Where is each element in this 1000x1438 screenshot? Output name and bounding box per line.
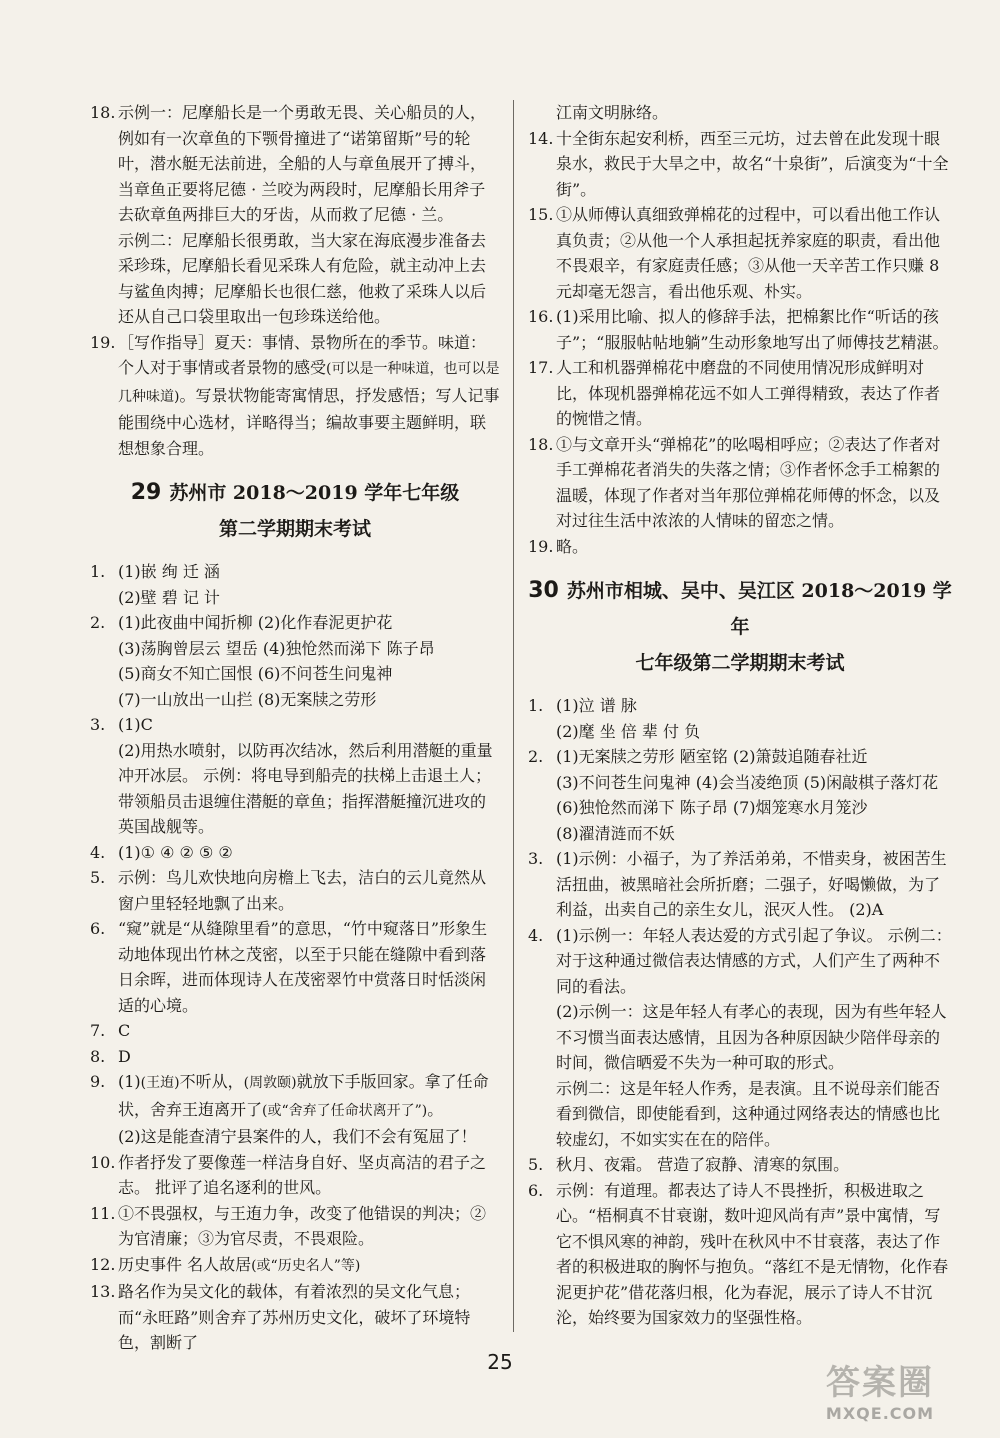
answer-item-6 [90, 916, 500, 1018]
item-number: 13. [90, 1282, 116, 1301]
answer-item-11 [90, 1201, 500, 1252]
answer-note: (或“历史名人”等) [251, 1257, 361, 1274]
watermark-url: MXQE.COM [825, 1404, 935, 1423]
answer-note: (或“舍弃了任命状离开了”) [262, 1102, 428, 1119]
answer-item-1 [528, 693, 952, 744]
answer-text: 就放下手版回家。拿了任命状，舍弃王迶离开了 [118, 1072, 489, 1119]
answer-item-18 [90, 100, 500, 330]
answer-item-6 [528, 1178, 952, 1331]
item-number: 2. [528, 747, 544, 766]
answer-item-19 [90, 330, 500, 462]
item-number: 4. [90, 842, 106, 862]
section-title-line: 苏州市相城、吴中、吴江区 2018～2019 学年 [566, 580, 952, 638]
item-number: 18. [90, 103, 116, 122]
item-number: 11. [90, 1203, 116, 1223]
answer-line: (3)荡胸曾层云 望岳 (4)独怆然而涕下 陈子昂 [118, 638, 435, 658]
answer-item-16 [528, 304, 952, 355]
answer-line: (1)泣 谱 脉 [556, 696, 637, 715]
item-number: 12. [90, 1254, 116, 1274]
answer-item-4 [90, 840, 500, 866]
answer-line: (2)这是能查清宁县案件的人，我们不会有冤屈了！ [118, 1127, 477, 1146]
answer-text: 。 [427, 1099, 444, 1119]
item-number: 19. [90, 332, 116, 352]
answer-item-7 [90, 1018, 500, 1044]
item-number: 5. [90, 868, 106, 887]
item-number: 16. [528, 307, 554, 326]
answer-line: (8)濯清涟而不妖 [556, 823, 675, 843]
answer-line: (7)一山放出一山拦 (8)无案牍之劳形 [118, 689, 377, 709]
writing-guide-label: ［写作指导］ [118, 332, 215, 352]
answer-text: (1)① ④ ② ⑤ ② [118, 842, 233, 862]
answer-note: (周敦颐) [243, 1075, 297, 1091]
answer-line: (2)示例一：这是年轻人有孝心的表现，因为有些年轻人不习惯当面表达感情，且因为各种原因缺少陪伴母亲的时间，微信晒爱不失为一种可取的形式。 [556, 1002, 947, 1072]
answer-item-3 [528, 846, 952, 923]
item-number: 19. [528, 536, 554, 556]
answer-line: 示例二：这是年轻人作秀，是表演。且不说母亲们能否看到微信，即使能看到，这种通过网络表达的情感也比较虚幻，不如实实在在的陪伴。 [556, 1078, 941, 1149]
answer-line: (1)C [118, 715, 153, 734]
answer-item-3 [90, 712, 500, 840]
answer-text: 不听从， [179, 1072, 244, 1091]
answer-line: (6)独怆然而涕下 陈子昂 (7)烟笼寒水月笼沙 [556, 798, 868, 817]
item-number: 1. [90, 562, 106, 581]
answer-item-10 [90, 1150, 500, 1201]
answer-item-5 [528, 1152, 952, 1178]
section-title-line: 七年级第二学期期末考试 [635, 652, 845, 674]
item-number: 3. [528, 849, 544, 868]
item-number: 14. [528, 128, 554, 148]
item-number: 17. [528, 358, 554, 377]
item-number: 8. [90, 1046, 106, 1066]
item-number: 4. [528, 925, 544, 945]
answer-line: (2)壁 碧 记 计 [118, 587, 220, 607]
answer-text: (1)示例：小福子，为了养活弟弟，不惜卖身，被困苦生活扭曲，被黑暗社会所折磨；二强子，好喝懒做，为了利益，出卖自己的亲生女儿，泯灭人性。 (2)A [556, 849, 947, 919]
answer-item-18 [528, 432, 952, 534]
answer-line: (1)无案牍之劳形 陋室铭 (2)箫鼓追随春社近 [556, 747, 868, 766]
answer-text: 示例一：尼摩船长是一个勇敢无畏、关心船员的人，例如有一次章鱼的下颚骨撞进了“诺第留斯”号的轮叶，潜水艇无法前进，全船的人与章鱼展开了搏斗，当章鱼正要将尼德 · 兰咬为两段时，尼摩船长用斧子去砍章鱼两排巨大的牙齿，从而救了尼德 · 兰。 [118, 103, 487, 224]
watermark-logo-text: 答案圈 [826, 1363, 934, 1403]
section-title-line: 苏州市 2018～2019 学年七年级 [169, 482, 460, 504]
item-number: 2. [90, 613, 106, 632]
answer-item-2 [90, 610, 500, 712]
answer-text: 历史事件 名人故居 [118, 1254, 252, 1274]
answer-item-19 [528, 534, 952, 560]
item-number: 10. [90, 1152, 116, 1172]
answer-text: 秋月、夜霜。 营造了寂静、清寒的氛围。 [556, 1155, 850, 1174]
watermark-logo [790, 1362, 970, 1428]
item-number: 9. [90, 1072, 106, 1091]
answer-text: 示例：有道理。都表达了诗人不畏挫折，积极进取之心。“梧桐真不甘衰谢，数叶迎风尚有声”景中寓情，写它不惧风寒的神韵，残叶在秋风中不甘衰落，表达了作者的积极进取的胸怀与抱负。“落红不是无情物，化作春泥更护花”借花落归根，化为春泥，展示了诗人不甘沉沦，始终要为国家效力的坚强性格。 [556, 1180, 949, 1327]
answer-note: (王迶) [140, 1075, 180, 1091]
left-column [90, 100, 500, 1356]
answer-line: (2)用热水喷射，以防再次结冰，然后利用潜艇的重量冲开冰层。 示例：将电导到船壳的扶梯上击退土人；带领船员击退缠住潜艇的章鱼；指挥潜艇撞沉进攻的英国战舰等。 [118, 740, 493, 836]
answer-text: (1)采用比喻、拟人的修辞手法，把棉絮比作“听话的孩子”；“服服帖帖地躺”生动形象地写出了师傅技艺精湛。 [556, 307, 949, 352]
item-number: 6. [90, 919, 106, 938]
answer-item-5 [90, 865, 500, 916]
answer-line: (1)嵌 绚 迁 涵 [118, 562, 220, 581]
answer-item-4 [528, 923, 952, 1153]
column-divider [513, 100, 514, 1332]
answer-text: 略。 [556, 536, 589, 556]
answer-line: (3)不问苍生问鬼神 (4)会当凌绝顶 (5)闲敲棋子落灯花 [556, 772, 939, 792]
answer-text: “窥”就是“从缝隙里看”的意思，“竹中窥落日”形象生动地体现出竹林之茂密，以至于只能在缝隙中看到落日余晖，进而体现诗人在茂密翠竹中赏落日时恬淡闲适的心境。 [118, 919, 488, 1015]
item-number: 1. [528, 696, 544, 715]
answer-line: (5)商女不知亡国恨 (6)不问苍生问鬼神 [118, 664, 393, 683]
answer-text: 十全街东起安利桥，西至三元坊，过去曾在此发现十眼泉水，救民于大旱之中，故名“十泉街”，后演变为“十全街”。 [556, 128, 949, 199]
answer-item-12 [90, 1252, 500, 1280]
section-title-30 [528, 573, 952, 681]
item-number: 18. [528, 434, 554, 454]
section-title-29 [90, 475, 500, 547]
answer-note: (可以是一种味道，也可以是几种味道) [118, 361, 500, 405]
answer-line: (1)此夜曲中闻折柳 (2)化作春泥更护花 [118, 613, 393, 632]
answer-item-13 [90, 1279, 500, 1356]
answer-item-15 [528, 202, 952, 304]
answer-line [118, 1069, 500, 1124]
item-number: 3. [90, 715, 106, 734]
item-number: 6. [528, 1180, 544, 1200]
answer-text: 作者抒发了要像莲一样洁身自好、坚贞高洁的君子之志。 批评了追名逐利的世风。 [118, 1152, 487, 1197]
answer-text: 人工和机器弹棉花中磨盘的不同使用情况形成鲜明对比，体现机器弹棉花远不如人工弹得精致，表达了作者的惋惜之情。 [556, 358, 941, 428]
answer-text: C [118, 1021, 131, 1040]
answer-line: (2)麾 坐 倍 辈 付 负 [556, 721, 701, 741]
section-title-line: 第二学期期末考试 [218, 518, 371, 540]
answer-text: ①与文章开头“弹棉花”的吆喝相呼应；②表达了作者对手工弹棉花者消失的失落之情；③作者怀念手工棉絮的温暖，体现了作者对当年那位弹棉花师傅的怀念，以及对过往生活中浓浓的人情味的留恋之情。 [556, 434, 941, 530]
answer-item-8 [90, 1044, 500, 1070]
answer-line: (1)示例一：年轻人表达爱的方式引起了争议。 示例二：对于这种通过微信表达情感的方式，人们产生了两种不同的看法。 [556, 925, 952, 996]
answer-item-2 [528, 744, 952, 846]
answer-item-14 [528, 126, 952, 203]
answer-text: 江南文明脉络。 [556, 103, 669, 122]
answer-text: 夏天：事情、景物所在的季节。味道：个人对于事情或者景物的感受 [118, 332, 487, 377]
answer-text: 示例：鸟儿欢快地向房檐上飞去，洁白的云儿竟然从窗户里轻轻地飘了出来。 [118, 868, 487, 913]
section-number: 30 [528, 578, 559, 603]
answer-item-9 [90, 1069, 500, 1150]
answer-text: 示例二：尼摩船长很勇敢，当大家在海底漫步准备去采珍珠，尼摩船长看见采珠人有危险，就主动冲上去与鲨鱼肉搏；尼摩船长也很仁慈，他救了采珠人以后还从自己口袋里取出一包珍珠送给他。 [118, 230, 487, 326]
answer-text: ①从师傅认真细致弹棉花的过程中，可以看出他工作认真负责；②从他一个人承担起抚养家庭的职责，看出他不畏艰辛，有家庭责任感；③从他一天辛苦工作只赚 8 元却毫无怨言，看出他乐观、朴实。 [556, 205, 941, 301]
answer-text: ①不畏强权，与王迶力争，改变了他错误的判决；②为官清廉；③为官尽责，不畏艰险。 [118, 1203, 487, 1248]
answer-item-1 [90, 559, 500, 610]
answer-text: 。写景状物能寄寓情思，抒发感悟；写人记事能围绕中心选材，详略得当；编故事要主题鲜明，联想想象合理。 [118, 385, 500, 458]
answer-text: 路名作为吴文化的载体，有着浓烈的吴文化气息；而“永旺路”则舍弃了苏州历史文化，破坏了环境特色，割断了 [118, 1282, 471, 1352]
right-column [528, 100, 952, 1331]
answer-text: (1) [118, 1072, 141, 1091]
answer-item-13-continued [528, 100, 952, 126]
item-number: 5. [528, 1155, 544, 1174]
answer-item-17 [528, 355, 952, 432]
item-number: 7. [90, 1021, 106, 1040]
section-number: 29 [130, 480, 162, 505]
page-number: 25 [487, 1350, 513, 1374]
item-number: 15. [528, 205, 554, 224]
answer-text: D [118, 1046, 131, 1066]
